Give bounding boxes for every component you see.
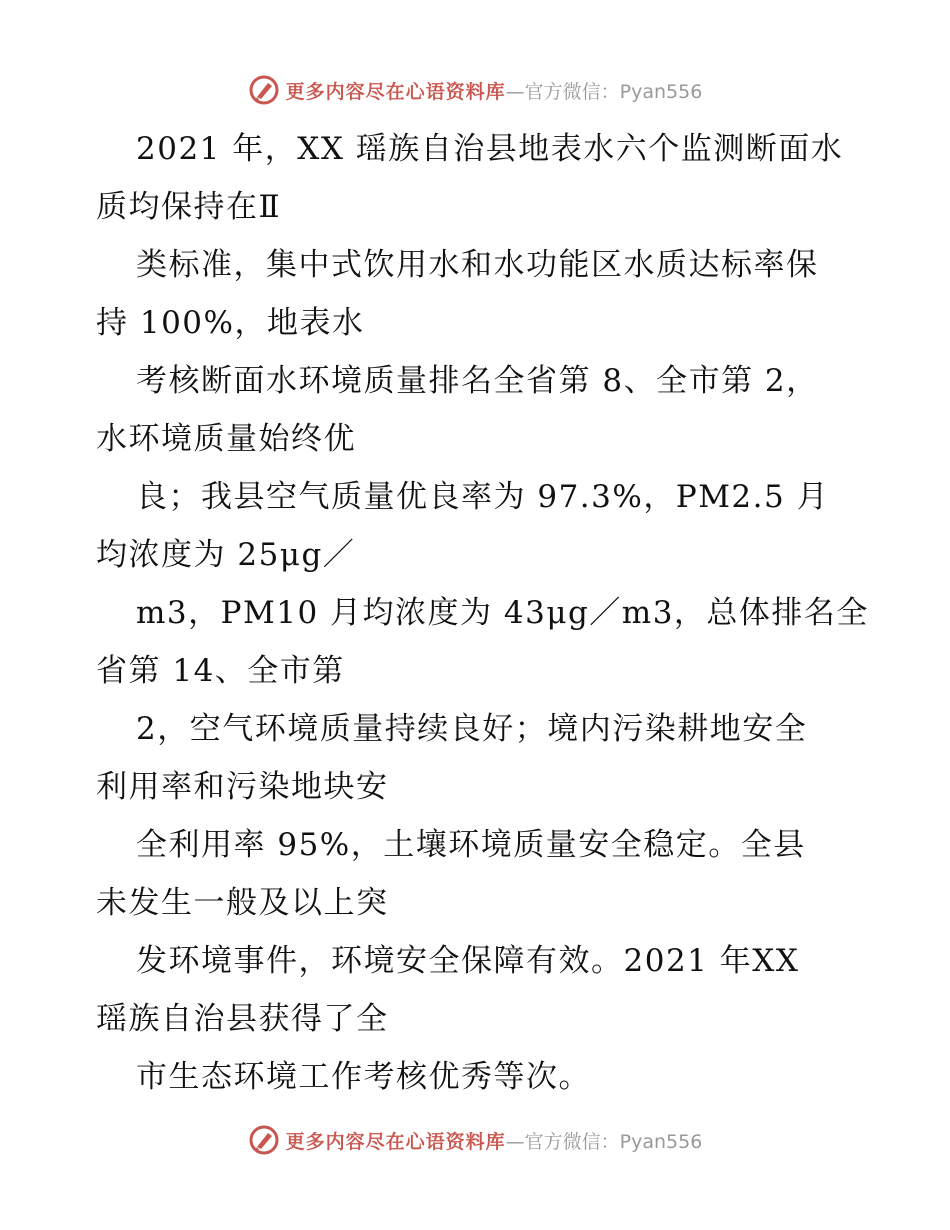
paragraph-line-continuation: 持 100%，地表水 bbox=[96, 305, 365, 341]
paragraph-line bbox=[96, 700, 856, 816]
paragraph-line-indented: m3，PM10 月均浓度为 43μg／m3，总体排名全 bbox=[136, 595, 869, 631]
watermark-text: 更多内容尽在心语资料库 bbox=[285, 80, 506, 103]
paragraph-line-indented: 良；我县空气质量优良率为 97.3%，PM2.5 月 bbox=[136, 479, 830, 515]
watermark-sub: —官方微信：Pyan556 bbox=[505, 80, 703, 103]
paragraph-line-continuation: 水环境质量始终优 bbox=[96, 421, 356, 457]
paragraph-line bbox=[96, 584, 869, 700]
watermark-text: 更多内容尽在心语资料库 bbox=[285, 1130, 506, 1153]
paragraph-line bbox=[96, 1048, 856, 1106]
pen-logo-icon bbox=[248, 74, 280, 106]
watermark-footer bbox=[0, 1120, 950, 1160]
watermark-header bbox=[0, 70, 950, 110]
paragraph-line bbox=[96, 468, 856, 584]
paragraph-line-indented: 考核断面水环境质量排名全省第 8、全市第 2， bbox=[136, 363, 819, 399]
paragraph-line-indented: 市生态环境工作考核优秀等次。 bbox=[136, 1059, 591, 1095]
paragraph-line bbox=[96, 352, 856, 468]
paragraph-line-continuation: 未发生一般及以上突 bbox=[96, 885, 389, 921]
paragraph-line bbox=[96, 120, 856, 236]
paragraph-line-indented: 2，空气环境质量持续良好；境内污染耕地安全 bbox=[136, 711, 808, 747]
paragraph-line bbox=[96, 816, 856, 932]
paragraph-line-continuation: 瑶族自治县获得了全 bbox=[96, 1001, 389, 1037]
paragraph-line-continuation: 均浓度为 25μg／ bbox=[96, 537, 356, 573]
paragraph-line-continuation: 省第 14、全市第 bbox=[96, 653, 345, 689]
paragraph-line-indented: 类标准，集中式饮用水和水功能区水质达标率保 bbox=[136, 247, 819, 283]
pen-logo-icon bbox=[248, 1124, 280, 1156]
paragraph-line-indented: 2021 年，XX 瑶族自治县地表水六个监测断面水 bbox=[136, 131, 844, 167]
document-body bbox=[96, 120, 869, 1106]
paragraph-line bbox=[96, 236, 856, 352]
paragraph-line bbox=[96, 932, 856, 1048]
paragraph-line-indented: 发环境事件，环境安全保障有效。2021 年XX bbox=[136, 943, 800, 979]
paragraph-line-continuation: 利用率和污染地块安 bbox=[96, 769, 389, 805]
paragraph-line-indented: 全利用率 95%，土壤环境质量安全稳定。全县 bbox=[136, 827, 806, 863]
watermark-sub: —官方微信：Pyan556 bbox=[505, 1130, 703, 1153]
paragraph-line-continuation: 质均保持在Ⅱ bbox=[96, 189, 282, 225]
